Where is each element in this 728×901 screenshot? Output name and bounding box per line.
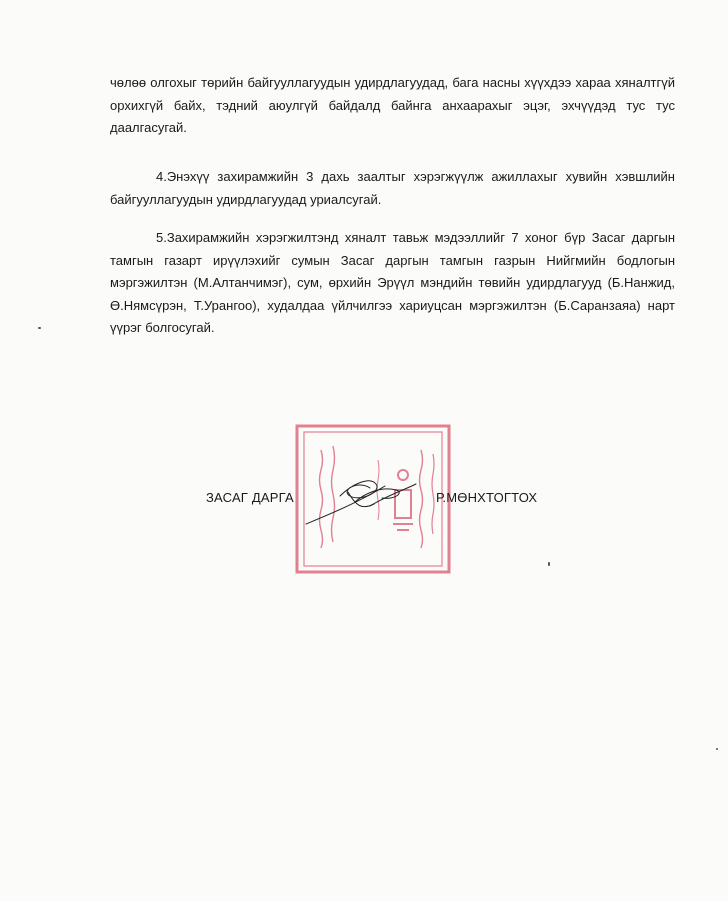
handwritten-signature <box>300 466 420 536</box>
scan-speck <box>38 327 41 329</box>
scan-speck <box>716 748 718 750</box>
paragraph-item-4: 4.Энэхүү захирамжийн 3 дахь заалтыг хэрэгжүүлж ажиллахыг хувийн хэвшлийн байгууллагуудын удирдлагуудад уриалсугай. <box>110 169 675 207</box>
signatory-name: Р.МӨНХТОГТОХ <box>436 490 538 505</box>
paragraph-item-5: 5.Захирамжийн хэрэгжилтэнд хяналт тавьж мэдээллийг 7 хоног бүр Засаг даргын тамгын газарт ирүүлэхийг сумын Засаг даргын тамгын газрын Нийгмийн бодлогын мэргэжилтэн (М.Алтанчимэг), сум, өрхийн Эрүүл мэндийн төвийн удирдлагууд (Б.Нанжид, Ө.Нямсүрэн, Т.Урангоо), худалдаа үйлчилгээ хариуцсан мэргэжилтэн (Б.Саранзаяа) нарт үүрэг болгосугай. <box>110 230 675 335</box>
paragraph-continuation: чөлөө олгохыг төрийн байгууллагуудын удирдлагуудад, бага насны хүүхдээ хараа хяналтгүй орхихгүй байх, тэдний аюулгүй байдалд байнга анхаарахыг эцэг, эхчүүдэд тус тус даалгасугай. <box>110 75 675 135</box>
signatory-title: ЗАСАГ ДАРГА <box>206 490 294 505</box>
scan-speck <box>548 562 550 566</box>
